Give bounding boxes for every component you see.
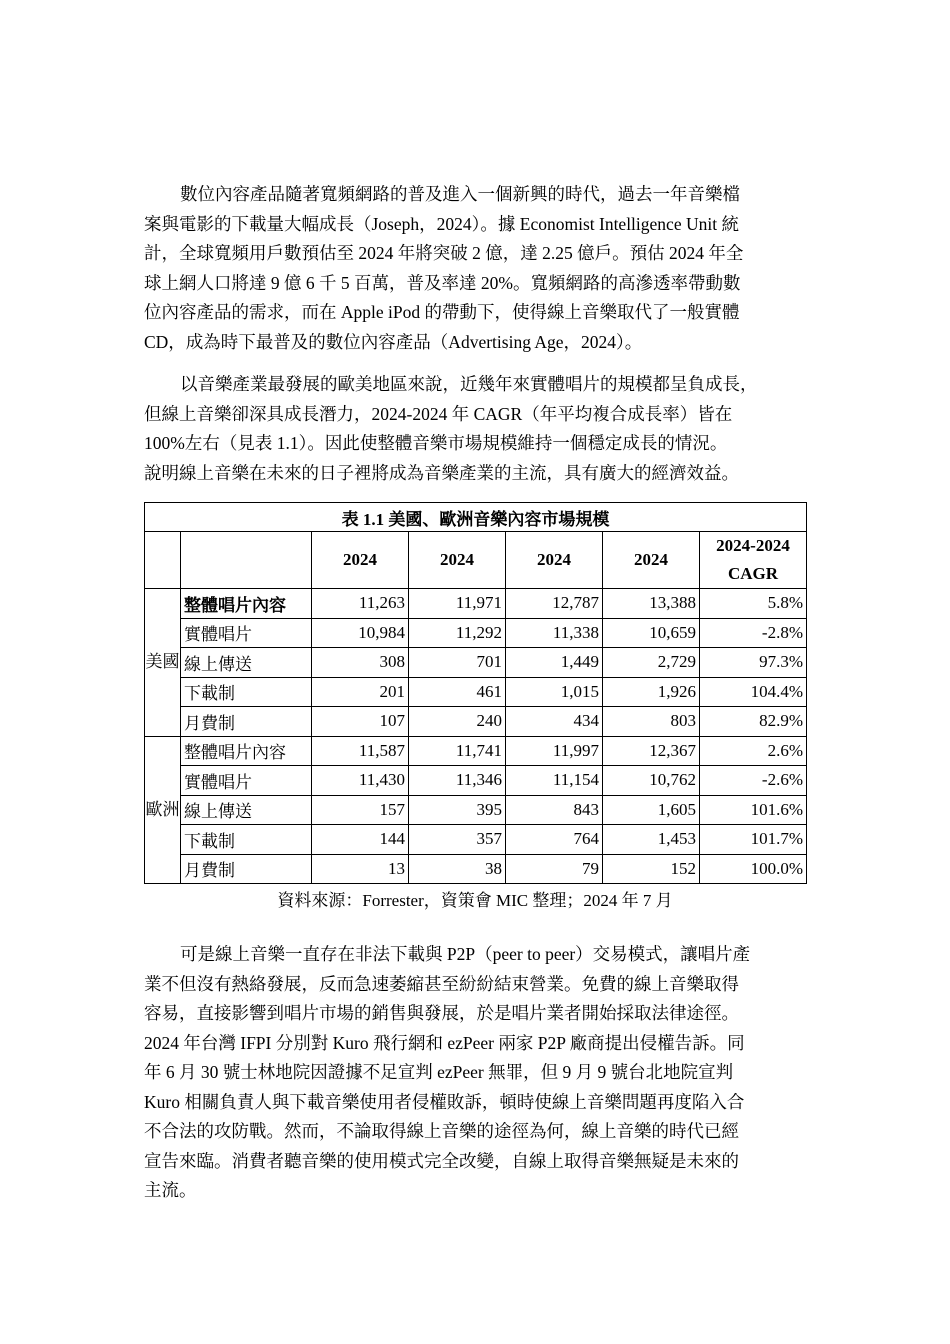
- cell-value: 12,367: [603, 736, 700, 766]
- cell-value: 201: [312, 677, 409, 707]
- row-label: 整體唱片內容: [181, 736, 312, 766]
- cell-cagr: 82.9%: [700, 707, 807, 737]
- cell-cagr: 2.6%: [700, 736, 807, 766]
- cell-value: 11,346: [409, 766, 506, 796]
- column-header: 2024: [312, 532, 409, 589]
- cell-value: 240: [409, 707, 506, 737]
- cell-value: 11,997: [506, 736, 603, 766]
- row-label: 月費制: [181, 854, 312, 884]
- text-line: 業不但沒有熱絡發展，反而急速萎縮甚至紛紛結束營業。免費的線上音樂取得: [144, 973, 739, 994]
- table-row: [145, 766, 807, 796]
- cell-value: 13,388: [603, 589, 700, 619]
- column-header: 2024: [603, 532, 700, 589]
- text-line: 可是線上音樂一直存在非法下載與 P2P（peer to peer）交易模式，讓唱片產: [180, 944, 751, 964]
- text-line: 年 6 月 30 號士林地院因證據不足宣判 ezPeer 無罪，但 9 月 9 號台北地院宣判: [144, 1062, 734, 1082]
- text-line: 不合法的攻防戰。然而，不論取得線上音樂的途徑為何，線上音樂的時代已經: [144, 1121, 739, 1141]
- cell-value: 38: [409, 854, 506, 884]
- column-header: 2024: [409, 532, 506, 589]
- cell-value: 144: [312, 825, 409, 855]
- cell-value: 11,430: [312, 766, 409, 796]
- cell-value: 79: [506, 854, 603, 884]
- cell-value: 1,926: [603, 677, 700, 707]
- text-line: 位內容產品的需求，而在 Apple iPod 的帶動下，使得線上音樂取代了一般實體: [144, 302, 740, 322]
- cell-value: 11,263: [312, 589, 409, 619]
- cell-value: 10,762: [603, 766, 700, 796]
- table-row: [145, 825, 807, 855]
- cell-value: 11,971: [409, 589, 506, 619]
- cell-value: 1,605: [603, 795, 700, 825]
- cell-value: 11,587: [312, 736, 409, 766]
- cell-cagr: 5.8%: [700, 589, 807, 619]
- row-label: 實體唱片: [181, 618, 312, 648]
- cell-value: 843: [506, 795, 603, 825]
- text-line: 2024 年台灣 IFPI 分別對 Kuro 飛行網和 ezPeer 兩家 P2P 廠商提出侵權告訴。同: [144, 1032, 745, 1053]
- text-line: 數位內容產品隨著寬頻網路的普及進入一個新興的時代，過去一年音樂檔: [180, 184, 740, 204]
- cell-value: 11,741: [409, 736, 506, 766]
- row-label: 下載制: [181, 677, 312, 707]
- cell-cagr: 101.7%: [700, 825, 807, 855]
- cell-value: 803: [603, 707, 700, 737]
- text-line: CD，成為時下最普及的數位內容產品（Advertising Age，2024）。: [144, 331, 643, 352]
- table-row: [145, 795, 807, 825]
- paragraph-p2p: [144, 940, 806, 1206]
- cell-cagr: -2.6%: [700, 766, 807, 796]
- music-market-table: [144, 502, 807, 884]
- cell-value: 10,984: [312, 618, 409, 648]
- paragraph-intro: [144, 180, 806, 357]
- cell-value: 11,338: [506, 618, 603, 648]
- text-line: 以音樂產業最發展的歐美地區來說，近幾年來實體唱片的規模都呈負成長，: [180, 374, 758, 394]
- region-label-us: 美國: [145, 589, 181, 737]
- cell-value: 107: [312, 707, 409, 737]
- cell-value: 1,453: [603, 825, 700, 855]
- cell-cagr: 100.0%: [700, 854, 807, 884]
- cell-value: 152: [603, 854, 700, 884]
- text-line: 案與電影的下載量大幅成長（Joseph，2024）。據 Economist Intelligence Unit 統: [144, 213, 739, 234]
- blank-header-cell: [145, 532, 181, 589]
- row-label: 整體唱片內容: [181, 589, 312, 619]
- table-row: [145, 707, 807, 737]
- table-row: [145, 854, 807, 884]
- cell-value: 357: [409, 825, 506, 855]
- table-source-note: 資料來源：Forrester，資策會 MIC 整理；2024 年 7 月: [277, 891, 673, 910]
- text-line: 計，全球寬頻用戶數預估至 2024 年將突破 2 億，達 2.25 億戶。預估 2024 年全: [144, 243, 744, 263]
- text-line: 容易，直接影響到唱片市場的銷售與發展，於是唱片業者開始採取法律途徑。: [144, 1003, 739, 1023]
- table-row: [145, 648, 807, 678]
- text-line: 球上網人口將達 9 億 6 千 5 百萬，普及率達 20%。寬頻網路的高滲透率帶動數: [144, 272, 741, 293]
- cell-value: 12,787: [506, 589, 603, 619]
- cell-value: 395: [409, 795, 506, 825]
- row-label: 月費制: [181, 707, 312, 737]
- cell-value: 157: [312, 795, 409, 825]
- cell-value: 1,015: [506, 677, 603, 707]
- cell-value: 11,154: [506, 766, 603, 796]
- cell-value: 461: [409, 677, 506, 707]
- table-row: [145, 736, 807, 766]
- cell-value: 764: [506, 825, 603, 855]
- column-header: 2024: [506, 532, 603, 589]
- region-label-eu: 歐洲: [145, 736, 181, 884]
- cell-value: 11,292: [409, 618, 506, 648]
- cell-value: 2,729: [603, 648, 700, 678]
- cell-value: 434: [506, 707, 603, 737]
- row-label: 線上傳送: [181, 795, 312, 825]
- blank-header-cell: [181, 532, 312, 589]
- text-line: 宣告來臨。消費者聽音樂的使用模式完全改變，自線上取得音樂無疑是未來的: [144, 1150, 739, 1171]
- column-header-cagr: 2024-2024 CAGR: [700, 532, 807, 589]
- text-line: 100%左右（見表 1.1）。因此使整體音樂市場規模維持一個穩定成長的情況。: [144, 433, 728, 453]
- cell-value: 13: [312, 854, 409, 884]
- cell-value: 308: [312, 648, 409, 678]
- table-row: [145, 589, 807, 619]
- text-line: 但線上音樂卻深具成長潛力，2024-2024 年 CAGR（年平均複合成長率）皆在: [144, 403, 733, 424]
- row-label: 實體唱片: [181, 766, 312, 796]
- cell-cagr: 101.6%: [700, 795, 807, 825]
- cell-value: 1,449: [506, 648, 603, 678]
- cell-value: 10,659: [603, 618, 700, 648]
- cell-value: 701: [409, 648, 506, 678]
- cell-cagr: 97.3%: [700, 648, 807, 678]
- text-line: Kuro 相關負責人與下載音樂使用者侵權敗訴，頓時使線上音樂問題再度陷入合: [144, 1091, 745, 1112]
- text-line: 主流。: [144, 1180, 197, 1200]
- text-line: 說明線上音樂在未來的日子裡將成為音樂產業的主流，具有廣大的經濟效益。: [144, 462, 739, 483]
- paragraph-market: [144, 370, 806, 488]
- table-caption: 表 1.1 美國、歐洲音樂內容市場規模: [145, 503, 807, 532]
- table-row: [145, 618, 807, 648]
- table-row: [145, 677, 807, 707]
- row-label: 下載制: [181, 825, 312, 855]
- table-header-row: [145, 532, 807, 589]
- row-label: 線上傳送: [181, 648, 312, 678]
- cell-cagr: 104.4%: [700, 677, 807, 707]
- cell-cagr: -2.8%: [700, 618, 807, 648]
